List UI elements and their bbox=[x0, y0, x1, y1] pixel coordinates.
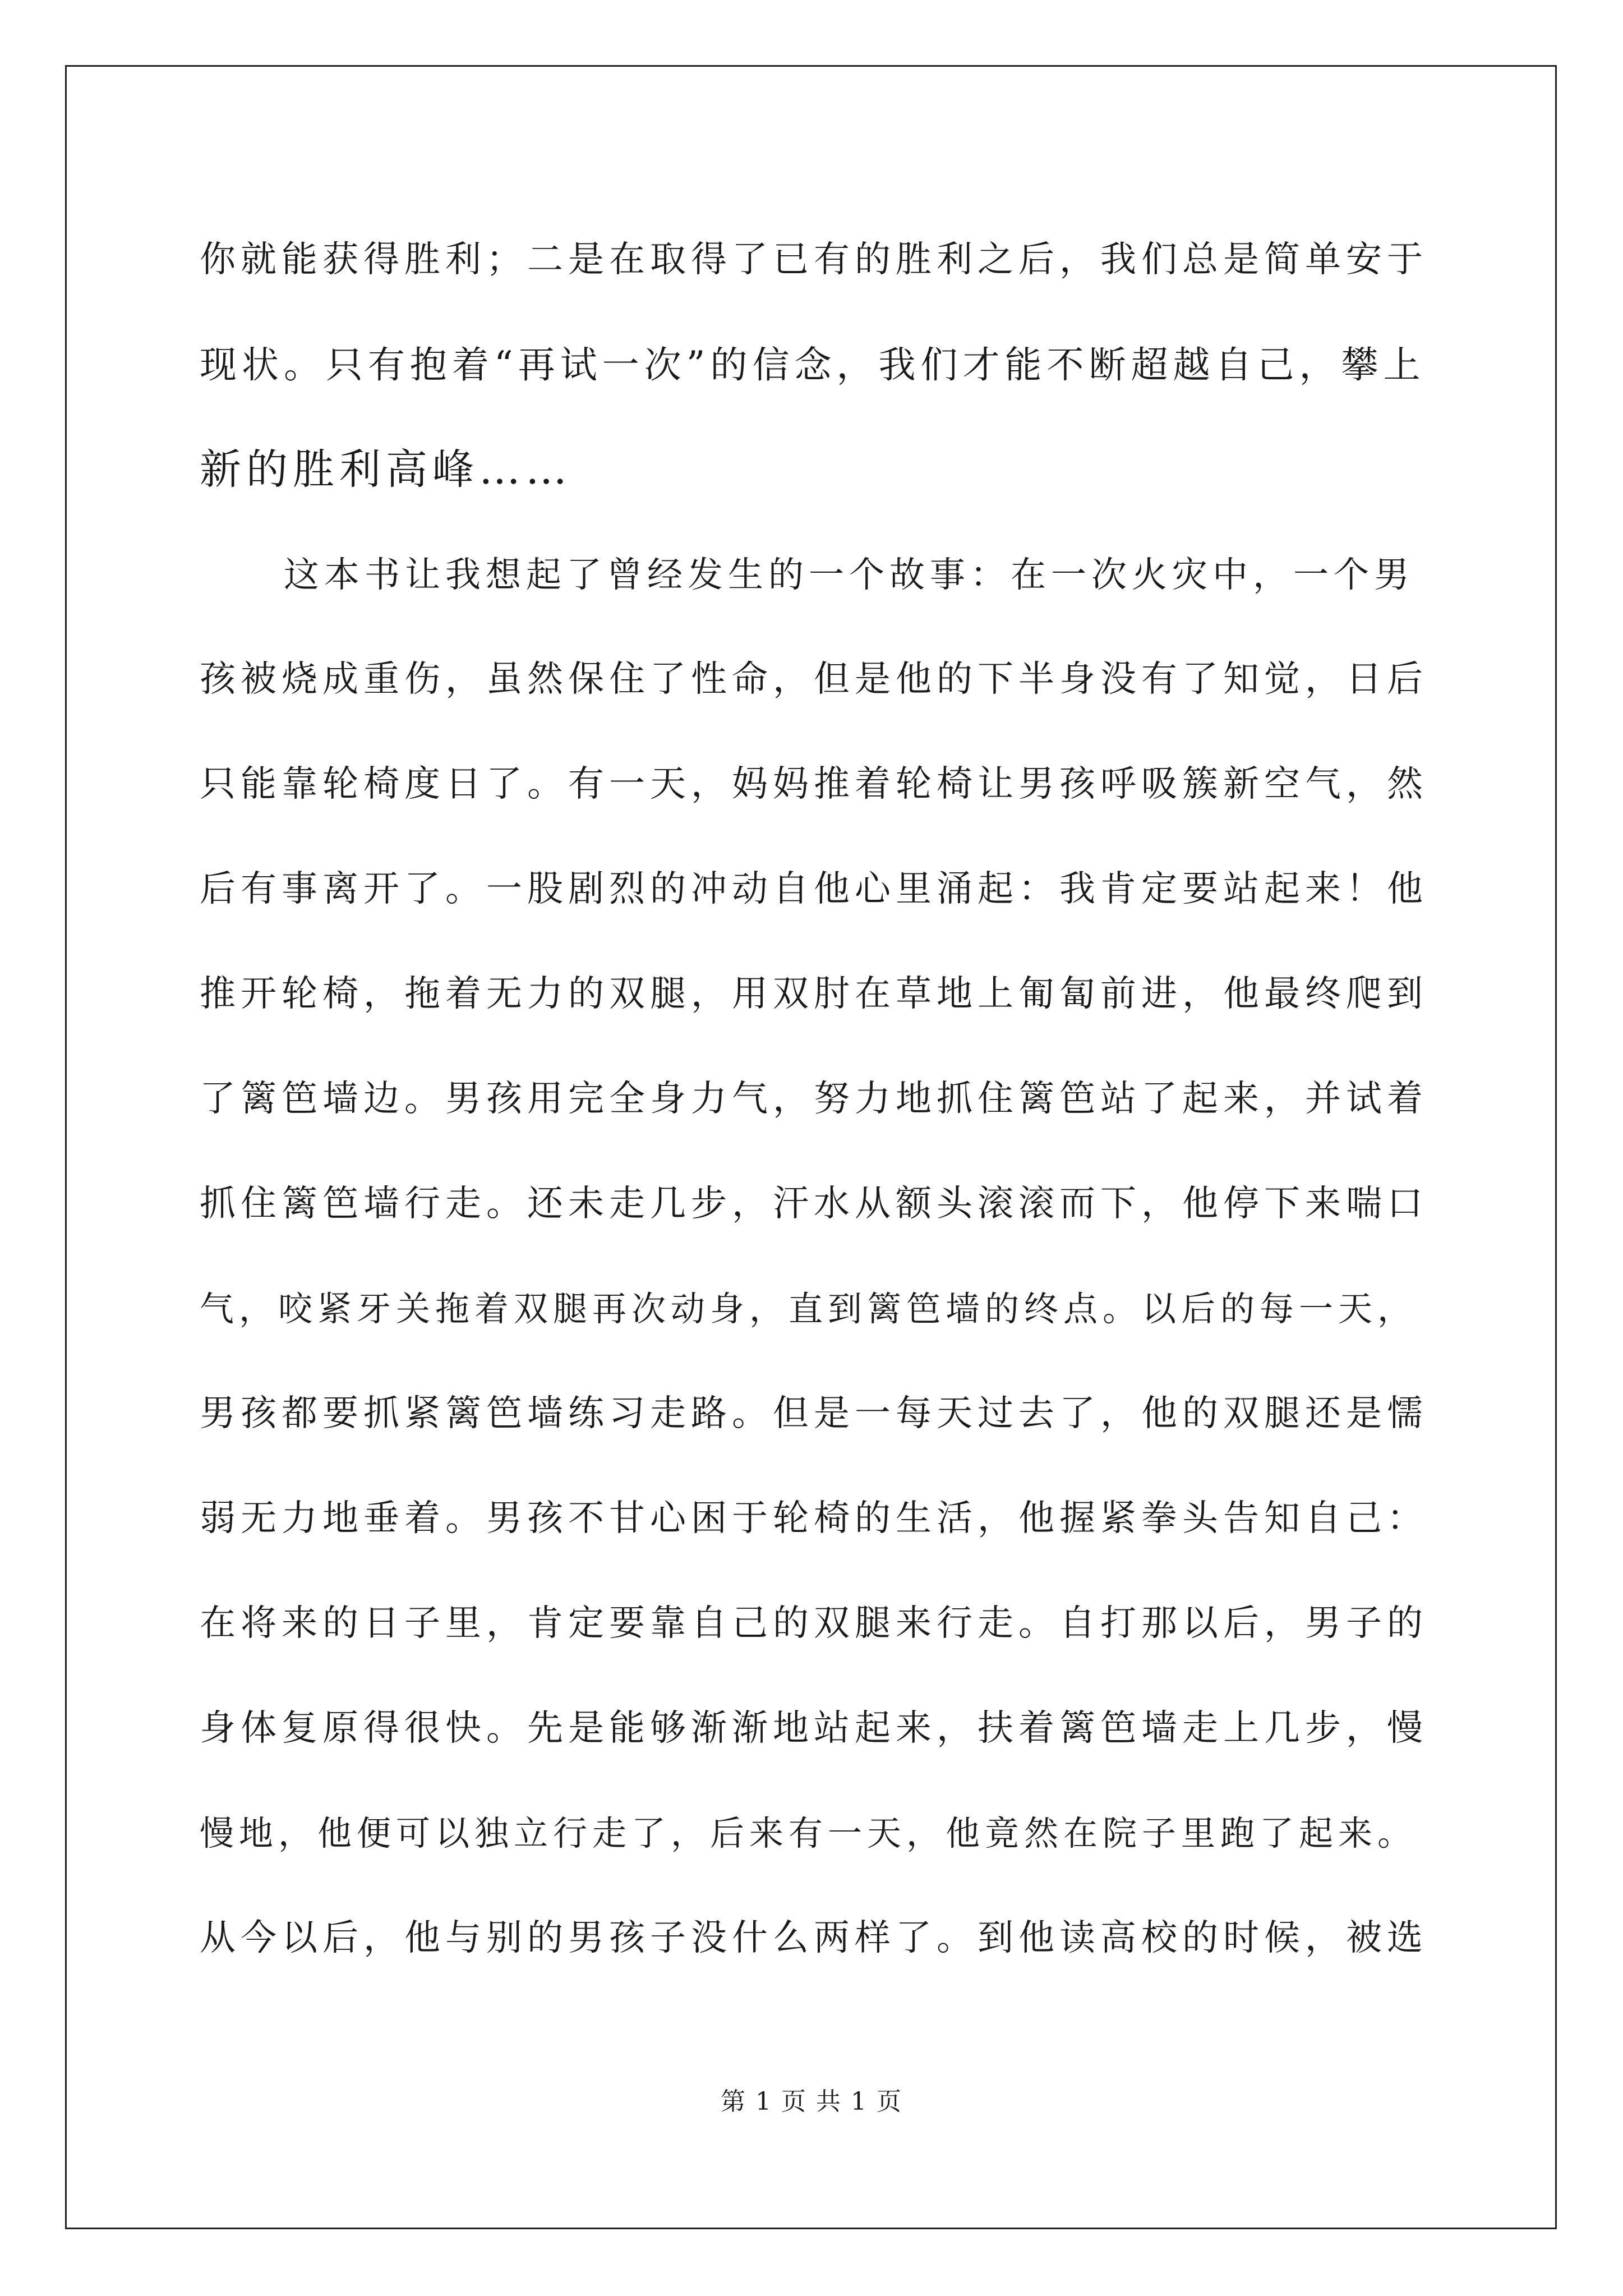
text-line: 推开轮椅，拖着无力的双腿，用双肘在草地上匍匐前进，他最终爬到 bbox=[200, 973, 1428, 1015]
text-line: 慢地，他便可以独立行走了，后来有一天，他竟然在院子里跑了起来。 bbox=[200, 1814, 1417, 1853]
text-line: 只能靠轮椅度日了。有一天，妈妈推着轮椅让男孩呼吸簇新空气，然 bbox=[200, 763, 1428, 805]
text-line: 抓住篱笆墙行走。还未走几步，汗水从额头滚滚而下，他停下来喘口 bbox=[200, 1183, 1428, 1225]
document-body bbox=[200, 208, 1428, 1991]
text-line: 在将来的日子里，肯定要靠自己的双腿来行走。自打那以后，男子的 bbox=[200, 1603, 1428, 1644]
text-line: 现状。只有抱着“再试一次”的信念，我们才能不断超越自己，攀上 bbox=[200, 343, 1426, 386]
text-line: 弱无力地垂着。男孩不甘心困于轮椅的生活，他握紧拳头告知自己： bbox=[200, 1498, 1428, 1539]
text-line: 身体复原得很快。先是能够渐渐地站起来，扶着篱笆墙走上几步，慢 bbox=[200, 1708, 1428, 1749]
text-line: 后有事离开了。一股剧烈的冲动自他心里涌起：我肯定要站起来！他 bbox=[200, 868, 1428, 910]
page-footer: 第 1 页 共 1 页 bbox=[721, 2087, 902, 2116]
text-line: 从今以后，他与别的男孩子没什么两样了。到他读高校的时候，被选 bbox=[200, 1917, 1428, 1959]
text-line: 你就能获得胜利；二是在取得了已有的胜利之后，我们总是简单安于 bbox=[200, 239, 1428, 280]
text-line: 孩被烧成重伤，虽然保住了性命，但是他的下半身没有了知觉，日后 bbox=[200, 659, 1428, 700]
paragraph-first-line: 这本书让我想起了曾经发生的一个故事：在一次火灾中，一个男 bbox=[284, 554, 1414, 595]
text-line: 男孩都要抓紧篱笆墙练习走路。但是一每天过去了，他的双腿还是懦 bbox=[200, 1393, 1428, 1434]
text-line: 气，咬紧牙关拖着双腿再次动身，直到篱笆墙的终点。以后的每一天， bbox=[200, 1289, 1417, 1329]
text-line: 了篱笆墙边。男孩用完全身力气，努力地抓住篱笆站了起来，并试着 bbox=[200, 1078, 1428, 1120]
text-line: 新的胜利高峰…… bbox=[200, 445, 572, 494]
